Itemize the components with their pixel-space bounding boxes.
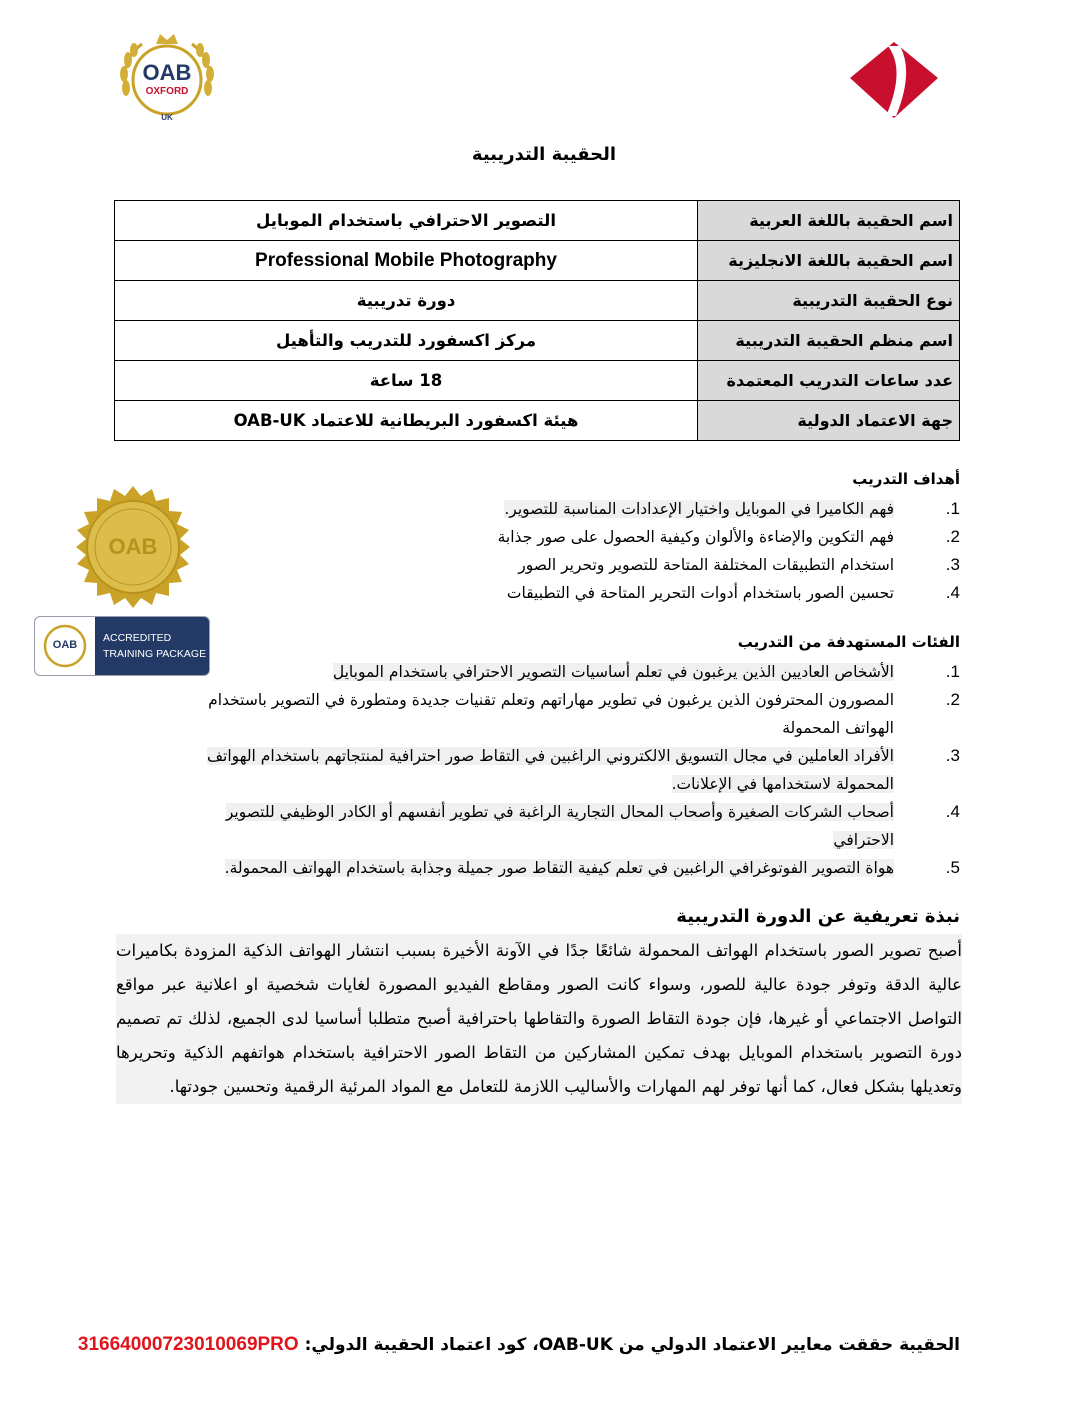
list-item: 1. فهم الكاميرا في الموبايل واختيار الإعدادات المناسبة للتصوير. — [504, 499, 960, 518]
table-row — [115, 401, 960, 441]
svg-text:UK: UK — [161, 113, 173, 122]
list-item: 5. هواة التصوير الفوتوغرافي الراغبين في تعلم كيفية التقاط صور جميلة وجذابة باستخدام الهواتف المحمولة. — [224, 858, 960, 877]
row-label: عدد ساعات التدريب المعتمدة — [698, 361, 960, 401]
row-value: مركز اكسفورد للتدريب والتأهيل — [115, 321, 698, 361]
list-item: 3. استخدام التطبيقات المختلفة المتاحة للتصوير وتحرير الصور — [518, 555, 960, 574]
list-item: 4. أصحاب الشركات الصغيرة وأصحاب المحال التجارية الراغبة في تطوير أنفسهم أو الكادر الوظيفي للتصوير الاحترافي — [225, 802, 960, 849]
table-row — [115, 321, 960, 361]
row-label: اسم الحقيبة باللغة العربية — [698, 201, 960, 241]
row-label: اسم منظم الحقيبة التدريبية — [698, 321, 960, 361]
list-item: 3. الأفراد العاملين في مجال التسويق الالكتروني الراغبين في التقاط صور احترافية لمنتجاتهم باستخدام الهواتف المحمولة لاستخدامها في الإعلانات. — [207, 746, 960, 793]
list-item: 4. تحسين الصور باستخدام أدوات التحرير المتاحة في التطبيقات — [506, 583, 960, 602]
footer-text: الحقيبة حققت معايير الاعتماد الدولي من OAB-UK، كود اعتماد الحقيبة الدولي: — [298, 1335, 960, 1355]
oab-oxford-logo — [112, 30, 222, 126]
badge-mini-logo — [35, 617, 95, 675]
row-label: جهة الاعتماد الدولية — [698, 401, 960, 441]
badge-line-1: ACCREDITED — [103, 632, 172, 644]
table-row — [115, 281, 960, 321]
row-label: اسم الحقيبة باللغة الانجليزية — [698, 241, 960, 281]
row-value: 18 ساعة — [115, 361, 698, 401]
list-item: 1. الأشخاص العاديين الذين يرغبون في تعلم أساسيات التصوير الاحترافي باستخدام الموبايل — [332, 662, 960, 681]
audience-list — [180, 658, 960, 882]
row-value: التصوير الاحترافي باستخدام الموبايل — [115, 201, 698, 241]
table-row — [115, 201, 960, 241]
course-info-table — [114, 200, 960, 441]
objectives-heading: أهداف التدريب — [852, 470, 960, 488]
row-value: هيئة اكسفورد البريطانية للاعتماد OAB-UK — [115, 401, 698, 441]
svg-text:OXFORD: OXFORD — [145, 86, 189, 97]
intro-heading: نبذة تعريفية عن الدورة التدريبية — [676, 906, 960, 927]
footer-accreditation-note — [78, 1334, 960, 1356]
row-label: نوع الحقيبة التدريبية — [698, 281, 960, 321]
accreditation-code: 3166400072301006​9PRO — [77, 1334, 299, 1355]
intro-paragraph: أصبح تصوير الصور باستخدام الهواتف المحمولة شائعًا جدًا في الآونة الأخيرة بسبب انتشار الهواتف الذكية المزودة بكاميرات عالية الدقة وتوفر جودة عالية للصور، وسواء كانت الصور ومقاطع الفيديو المصورة لغايات شخصية او اعلانية عبر مواقع التواصل الاجتماعي أو غيرها، فإن جودة التقاط الصورة والتقاطها باحترافية أصبح متطلبا أساسيا لدى الجميع، لذلك تم تصميم دورة التصوير باستخدام الموبايل بهدف تمكين المشاركين من التقاط الصور الاحترافية باستخدام هواتفهم الذكية وتحريرها وتعديلها بشكل فعال، كما أنها توفر لهم المهارات والأساليب اللازمة للتعامل مع المواد المرئية الرقمية وتحسين جودتها. — [116, 934, 962, 1104]
list-item: 2. المصورون المحترفون الذين يرغبون في تطوير مهاراتهم وتعلم تقنيات جديدة ومتطورة في التصوير باستخدام الهواتف المحمولة — [208, 690, 960, 737]
document-title: الحقيبة التدريبية — [471, 144, 617, 165]
list-item: 2. فهم التكوين والإضاءة والألوان وكيفية الحصول على صور جذابة — [497, 527, 960, 546]
svg-text:OAB: OAB — [108, 534, 158, 559]
objectives-list — [160, 495, 960, 607]
brand-diamond-logo — [848, 40, 940, 120]
oab-logo-text: OAB — [142, 60, 192, 85]
audience-heading: الفئات المستهدفة من التدريب — [737, 633, 960, 651]
badge-line-2: TRAINING PACKAGE — [103, 648, 207, 660]
row-value: دورة تدريبية — [115, 281, 698, 321]
table-row — [115, 361, 960, 401]
row-value: Professional Mobile Photography — [115, 241, 698, 281]
table-row — [115, 241, 960, 281]
svg-text:OAB: OAB — [52, 639, 78, 651]
